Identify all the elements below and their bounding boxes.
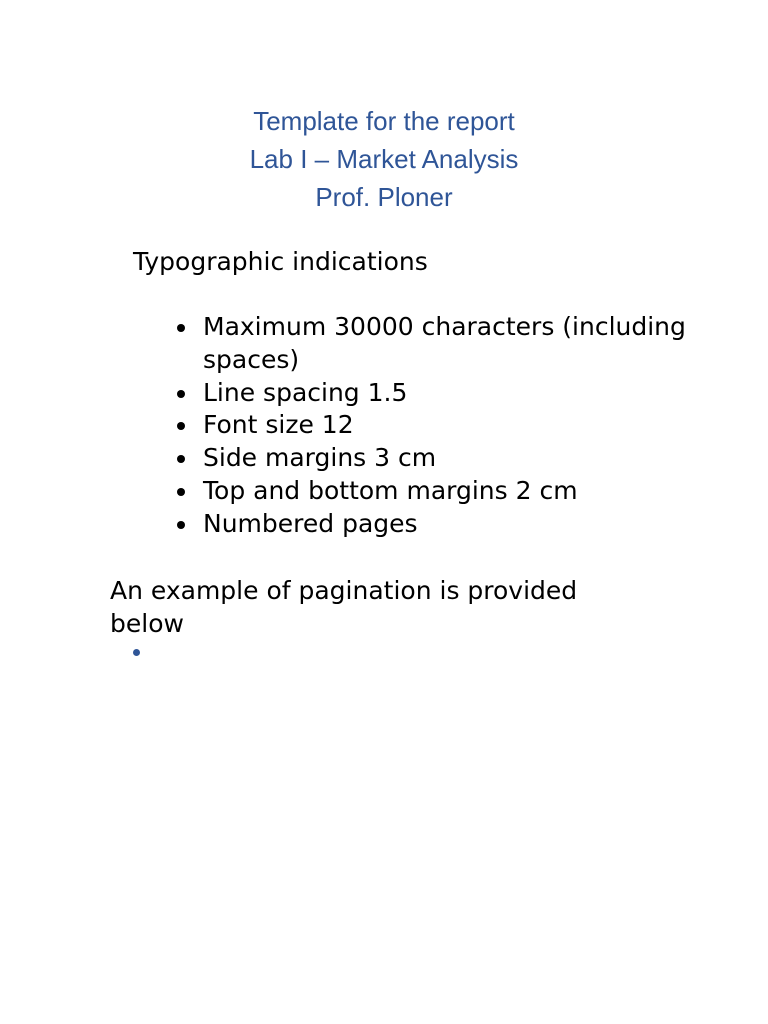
- list-item-text: Side margins 3 cm: [203, 443, 437, 473]
- bullet-icon: [177, 455, 185, 463]
- list-item-text: Line spacing 1.5: [203, 377, 408, 407]
- empty-bullet-icon: [133, 649, 140, 656]
- bullet-icon: [177, 422, 185, 430]
- list-item-text: Numbered pages: [203, 508, 418, 538]
- list-item: [176, 475, 696, 508]
- bullet-icon: [177, 390, 185, 398]
- pagination-paragraph: An example of pagination is provided below: [110, 576, 578, 638]
- list-item-text: Maximum 30000 characters (including spaces): [203, 312, 686, 374]
- report-author: Prof. Ploner: [315, 182, 453, 212]
- bullet-icon: [177, 521, 185, 529]
- list-item: [176, 508, 696, 541]
- section-heading: Typographic indications: [133, 247, 428, 276]
- bullet-icon: [177, 324, 185, 332]
- typographic-indications-list: [176, 311, 696, 541]
- bullet-icon: [177, 488, 185, 496]
- report-title: Template for the report: [253, 106, 515, 136]
- list-item: [176, 442, 696, 475]
- list-item: [176, 377, 696, 410]
- report-subtitle: Lab I – Market Analysis: [249, 144, 519, 174]
- list-item: [176, 311, 696, 377]
- list-item: [176, 409, 696, 442]
- list-item-text: Top and bottom margins 2 cm: [203, 475, 578, 505]
- list-item-text: Font size 12: [203, 410, 354, 440]
